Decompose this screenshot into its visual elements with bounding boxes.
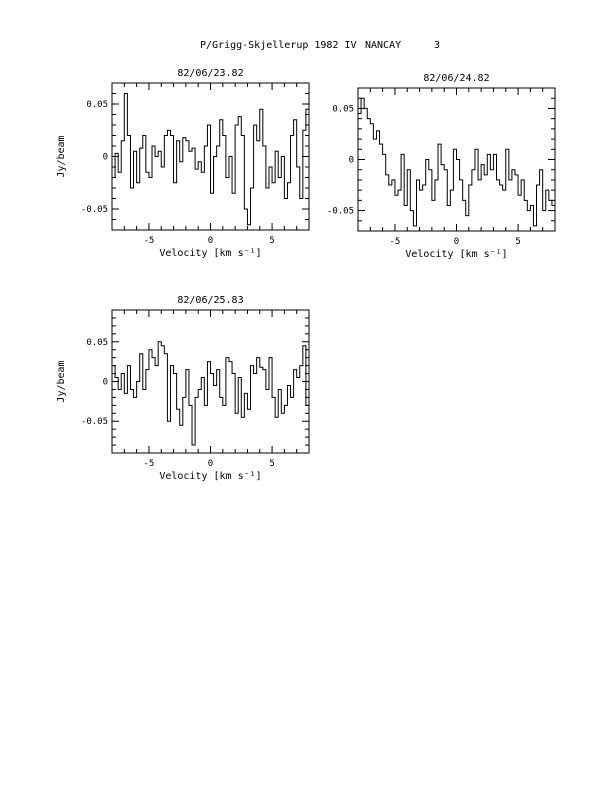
plot-frame xyxy=(112,310,309,453)
x-axis-label: Velocity [km s⁻¹] xyxy=(159,248,262,259)
x-tick-label: 0 xyxy=(207,459,214,469)
figure-title xyxy=(200,40,440,51)
spectrum-series-line xyxy=(112,322,401,445)
chart-title: 82/06/24.82 xyxy=(423,73,490,84)
x-axis-label: Velocity [km s⁻¹] xyxy=(405,249,508,260)
x-tick-label: -5 xyxy=(143,459,155,469)
chart-title: 82/06/25.83 xyxy=(177,295,244,306)
y-tick-label: 0.05 xyxy=(86,100,108,110)
y-tick-label: -0.05 xyxy=(80,205,108,215)
y-axis-label: Jy/beam xyxy=(56,135,67,178)
x-tick-label: 5 xyxy=(269,459,275,469)
y-tick-label: 0.05 xyxy=(332,104,354,115)
figure-title-station: NANCAY xyxy=(365,40,402,51)
y-tick-label: 0 xyxy=(102,152,108,163)
x-tick-label: 0 xyxy=(453,237,460,247)
x-tick-label: -5 xyxy=(143,236,155,246)
y-tick-label: 0 xyxy=(348,155,354,166)
y-tick-label: 0.05 xyxy=(86,337,108,348)
x-tick-label: -5 xyxy=(389,237,401,247)
chart-panel xyxy=(56,295,401,482)
chart-panel xyxy=(327,73,612,260)
x-tick-label: 0 xyxy=(207,236,214,246)
chart-panels xyxy=(56,68,612,482)
y-axis-label: Jy/beam xyxy=(56,360,67,403)
spectrum-series-line xyxy=(358,98,612,226)
x-tick-label: 5 xyxy=(269,236,275,246)
figure-title-number: 3 xyxy=(434,40,441,51)
figure-title-object: P/Grigg-Skjellerup 1982 IV xyxy=(200,40,357,51)
chart-title: 82/06/23.82 xyxy=(177,68,244,79)
x-axis-label: Velocity [km s⁻¹] xyxy=(159,471,262,482)
y-tick-label: -0.05 xyxy=(326,206,354,217)
y-tick-label: 0 xyxy=(102,377,108,388)
y-tick-label: -0.05 xyxy=(80,417,108,428)
x-tick-label: 5 xyxy=(515,237,521,247)
